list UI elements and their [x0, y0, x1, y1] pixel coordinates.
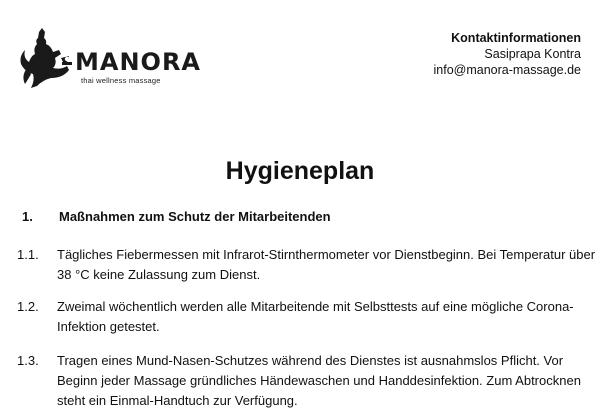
list-item [17, 351, 587, 411]
item-number: 1.3. [17, 353, 39, 368]
logo-wordmark: MANORA [75, 48, 201, 76]
section-title: Maßnahmen zum Schutz der Mitarbeitenden [59, 209, 331, 224]
dancer-figure-icon [17, 28, 75, 90]
manora-logo [17, 28, 201, 90]
item-number: 1.1. [17, 247, 39, 262]
item-text: Zweimal wöchentlich werden alle Mitarbeitende mit Selbsttests auf eine mögliche Corona-Infektion getestet. [57, 299, 574, 334]
list-item [17, 245, 596, 289]
item-number: 1.2. [17, 299, 39, 314]
section-heading [22, 208, 331, 226]
section-number: 1. [22, 209, 33, 224]
item-text: Tägliches Fiebermessen mit Infrarot-Stirnthermometer vor Dienstbeginn. Bei Temperatur über 38 °C keine Zulassung zum Dienst. [57, 247, 596, 282]
contact-block [434, 30, 582, 78]
list-item [17, 297, 587, 341]
contact-email: info@manora-massage.de [433, 63, 581, 77]
contact-name: Sasiprapa Kontra [484, 47, 581, 61]
contact-title: Kontaktinformationen [451, 31, 581, 45]
item-text: Tragen eines Mund-Nasen-Schutzes während des Dienstes ist ausnahmslos Pflicht. Vor Beginn jeder Massage gründliches Händewaschen und Handdesinfektion. Zum Abtrocknen steht ein Einmal-Handtuch zur Verfügung. [57, 353, 581, 408]
page-title: Hygieneplan [225, 157, 375, 185]
logo-tagline: thai wellness massage [81, 76, 161, 85]
